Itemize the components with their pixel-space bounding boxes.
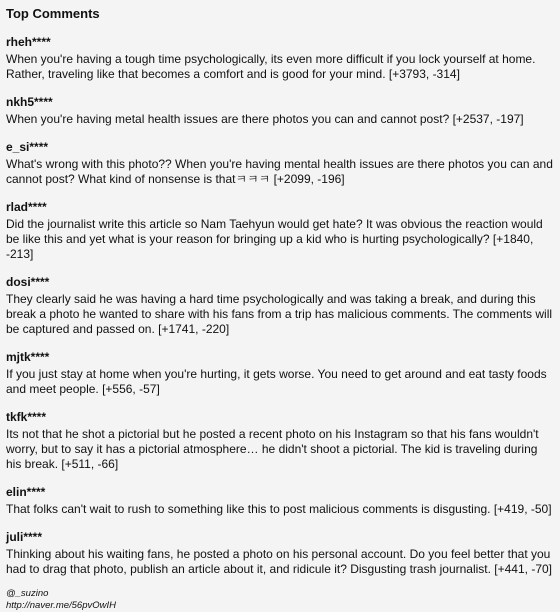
comment-text: Its not that he shot a pictorial but he posted a recent photo on his Instagram so that his fans wouldn't worry, but to say it has a pictorial atmosphere… he didn't shoot a pictorial. The kid is traveling during his break. [+511, -66] <box>6 427 539 471</box>
comment-username: mjtk**** <box>6 350 50 364</box>
comment-3 <box>6 140 554 187</box>
comment-text: If you just stay at home when you're hurting, it gets worse. You need to get around and eat tasty foods and meet people. [+556, -57] <box>6 367 547 396</box>
comment-username: tkfk**** <box>6 410 47 424</box>
source-link[interactable]: http://naver.me/56pvOwIH <box>6 600 117 611</box>
comment-username: rheh**** <box>6 35 51 49</box>
page-title: Top Comments <box>6 6 100 21</box>
comment-username: dosi**** <box>6 275 50 289</box>
comment-text: When you're having metal health issues are there photos you can and cannot post? [+2537, -197] <box>6 112 524 126</box>
comment-9 <box>6 530 554 577</box>
comment-6 <box>6 350 554 397</box>
comment-2 <box>6 95 554 127</box>
credit-handle: @_suzino <box>6 588 49 599</box>
comment-username: rlad**** <box>6 200 47 214</box>
comment-8 <box>6 485 554 517</box>
comment-text: Did the journalist write this article so Nam Taehyun would get hate? It was obvious the reaction would be like this and yet what is your reason for bringing up a kid who is hurting psychologically? [+1840, -213] <box>6 217 543 261</box>
comment-text: That folks can't wait to rush to something like this to post malicious comments is disgusting. [+419, -50] <box>6 502 552 516</box>
comment-4 <box>6 200 554 262</box>
source-footer <box>6 588 554 612</box>
comment-1 <box>6 35 554 82</box>
comment-username: e_si**** <box>6 140 49 154</box>
comment-text: They clearly said he was having a hard time psychologically and was taking a break, and during this break a photo he wanted to share with his fans from a trip has malicious comments. The comments will be captured and passed on. [+1741, -220] <box>6 292 553 336</box>
comment-text: Thinking about his waiting fans, he posted a photo on his personal account. Do you feel better that you had to drag that photo, publish an article about it, and ridicule it? Disgusting trash journalist. [+441, -70] <box>6 547 552 576</box>
comment-username: elin**** <box>6 485 46 499</box>
comment-5 <box>6 275 554 337</box>
comment-username: nkh5**** <box>6 95 53 109</box>
comment-username: juli**** <box>6 530 43 544</box>
comment-text: What's wrong with this photo?? When you're having mental health issues are there photos you can and cannot post? What kind of nonsense is thatㅋㅋㅋ [+2099, -196] <box>6 157 553 186</box>
comment-7 <box>6 410 554 472</box>
comment-text: When you're having a tough time psychologically, its even more difficult if you lock yourself at home. Rather, traveling like that becomes a comfort and is good for your mind. [+3793, -314] <box>6 52 536 81</box>
